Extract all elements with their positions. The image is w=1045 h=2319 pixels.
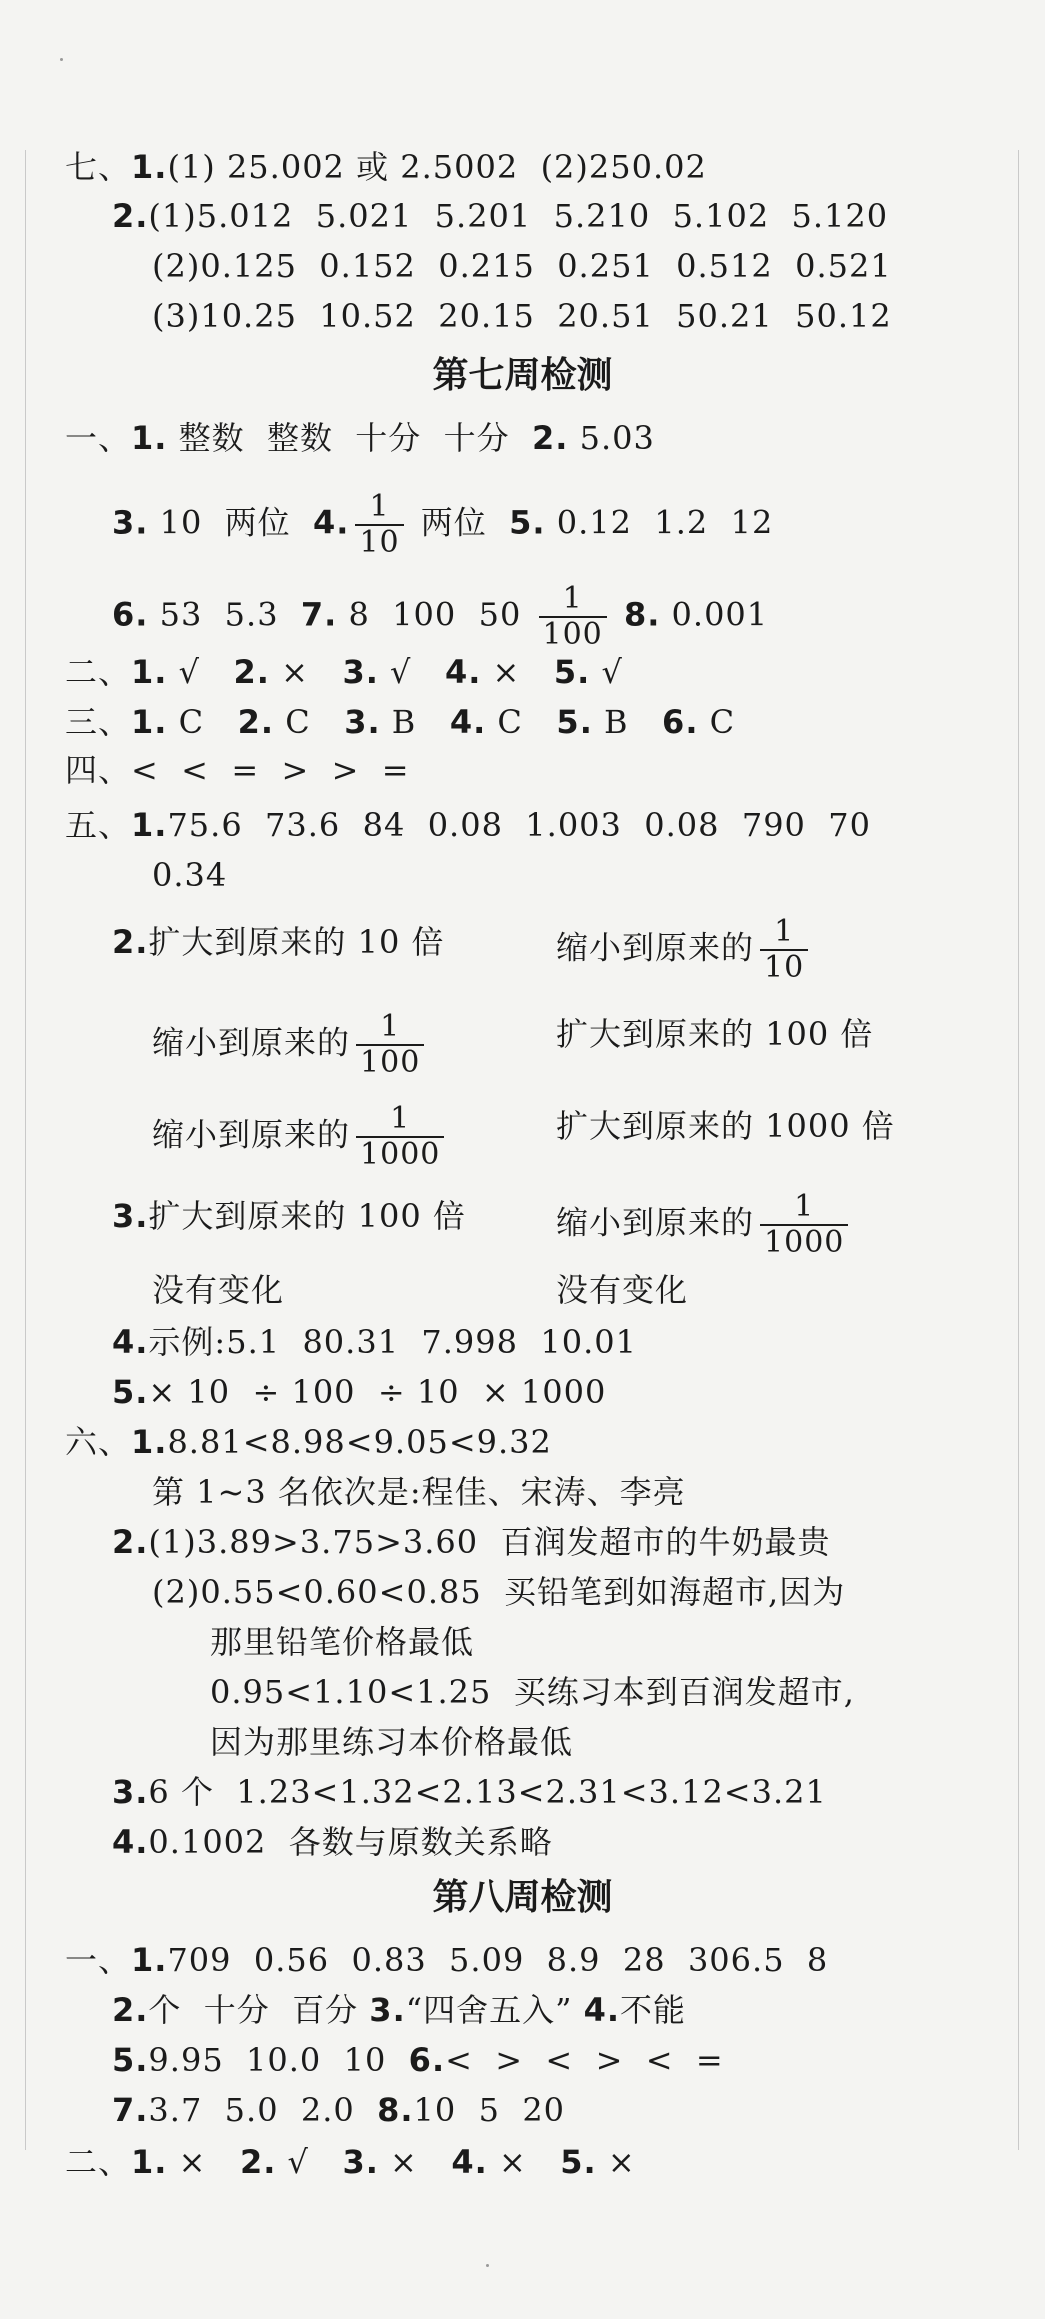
question-number: 2. <box>237 703 275 741</box>
question-number: 4. <box>451 2143 488 2181</box>
answer-text: × <box>269 653 343 691</box>
answer-text: 8.81<8.98<9.05<9.32 <box>167 1423 552 1461</box>
answer-text: 缩小到原来的 <box>152 1115 351 1154</box>
w7-six-q2c: 那里铅笔价格最低 <box>210 1623 475 1661</box>
question-number: 2. <box>112 923 149 961</box>
answer-text: 缩小到原来的 <box>556 928 755 967</box>
question-number: 1. <box>131 148 168 186</box>
answer-text: √ <box>167 653 234 691</box>
denominator: 10 <box>764 950 805 985</box>
section-label: 一、 <box>65 419 132 457</box>
w8-two-line <box>65 2142 636 2182</box>
section-label: 二、 <box>65 653 132 691</box>
scan-speck <box>486 2264 489 2267</box>
question-number: 4. <box>583 1991 621 2029</box>
question-number: 2. <box>532 419 569 457</box>
question-number: 1. <box>131 419 168 457</box>
w7-two-line <box>65 652 623 692</box>
question-number: 6. <box>662 703 699 741</box>
question-number: 7. <box>112 2091 149 2129</box>
s7-line-4: (3)10.25 10.52 20.15 20.51 50.21 50.12 <box>152 297 892 335</box>
numerator: 1 <box>760 1190 848 1226</box>
fraction <box>356 1010 424 1080</box>
w7-five-line-1b: 0.34 <box>152 856 228 894</box>
question-number: 3. <box>342 653 379 691</box>
answer-text: < > < > < = <box>445 2041 724 2079</box>
w7-six-q2e: 因为那里练习本价格最低 <box>210 1723 574 1761</box>
w7-five-q3d: 没有变化 <box>556 1271 689 1309</box>
question-number: 3. <box>369 1991 406 2029</box>
w7-five-q3b <box>556 1190 854 1260</box>
answer-text: (1) 25.002 或 2.5002 (2)250.02 <box>167 148 707 186</box>
w7-five-q2d: 扩大到原来的 100 倍 <box>556 1015 874 1053</box>
section-label: 二、 <box>65 2143 132 2181</box>
w7-one-line-3 <box>112 582 768 652</box>
week8-title: 第八周检测 <box>432 1877 613 1918</box>
answer-text: 个 十分 百分 <box>148 1991 370 2029</box>
question-number: 3. <box>112 1773 149 1811</box>
w7-five-q4 <box>112 1322 637 1362</box>
question-number: 6. <box>408 2041 446 2079</box>
answer-text: 整数 整数 十分 十分 <box>167 419 532 457</box>
question-number: 1. <box>131 2143 168 2181</box>
w7-one-line-1 <box>65 418 655 458</box>
answer-text: × <box>596 2143 636 2181</box>
question-number: 5. <box>556 703 593 741</box>
answer-text: 5.03 <box>568 419 655 457</box>
numerator: 1 <box>355 490 403 526</box>
answer-text: × <box>378 2143 452 2181</box>
answer-text: 3.7 5.0 2.0 <box>148 2091 378 2129</box>
answer-text: 不能 <box>620 1991 687 2029</box>
question-number: 5. <box>112 2041 149 2079</box>
answer-text: 8 100 50 <box>337 595 533 634</box>
w7-six-q3 <box>112 1772 827 1812</box>
numerator: 1 <box>356 1102 444 1138</box>
week7-title: 第七周检测 <box>432 355 613 396</box>
w7-six-q1b: 第 1~3 名依次是:程佳、宋涛、李亮 <box>152 1473 686 1511</box>
w8-one-q5 <box>112 2040 724 2080</box>
section-label: 一、 <box>65 1941 132 1979</box>
question-number: 3. <box>112 1197 149 1235</box>
section-label: 五、 <box>65 806 132 844</box>
question-number: 5. <box>560 2143 597 2181</box>
denominator: 10 <box>359 525 400 560</box>
answer-text: 0.1002 各数与原数关系略 <box>148 1823 553 1861</box>
denominator: 100 <box>360 1045 421 1080</box>
answer-text: 扩大到原来的 100 倍 <box>148 1197 466 1235</box>
w7-one-line-2 <box>112 490 773 560</box>
question-number: 5. <box>509 503 546 542</box>
answer-text: × 10 ÷ 100 ÷ 10 × 1000 <box>148 1373 607 1411</box>
numerator: 1 <box>356 1010 424 1046</box>
answer-text: “四舍五入” <box>405 1991 584 2029</box>
w7-six-q2d: 0.95<1.10<1.25 买练习本到百润发超市, <box>210 1673 855 1711</box>
question-number: 8. <box>623 595 661 634</box>
answer-text: C <box>274 703 345 741</box>
question-number: 2. <box>239 2143 277 2181</box>
w7-six-q4 <box>112 1822 553 1862</box>
w7-three-line <box>65 702 735 742</box>
answer-text: × <box>167 2143 240 2181</box>
fraction <box>355 490 403 560</box>
answer-text: 0.12 1.2 12 <box>545 503 774 542</box>
w7-four-line <box>65 750 410 790</box>
w7-six-q2b: (2)0.55<0.60<0.85 买铅笔到如海超市,因为 <box>152 1573 846 1611</box>
answer-text: 709 0.56 0.83 5.09 8.9 28 306.5 8 <box>167 1941 829 1979</box>
question-number: 4. <box>112 1823 149 1861</box>
numerator: 1 <box>760 915 808 951</box>
answer-text: √ <box>276 2143 343 2181</box>
w7-five-q2a <box>112 922 445 962</box>
denominator: 1000 <box>764 1225 845 1260</box>
w7-five-q2e <box>152 1102 450 1172</box>
w7-five-q3a <box>112 1196 466 1236</box>
answer-text: C <box>167 703 238 741</box>
section-label: 四、 <box>65 751 132 789</box>
numerator: 1 <box>539 582 607 618</box>
question-number: 1. <box>131 1423 168 1461</box>
denominator: 100 <box>542 617 603 652</box>
answer-text: 6 个 1.23<1.32<2.13<2.31<3.12<3.21 <box>148 1773 827 1811</box>
question-number: 4. <box>112 1323 149 1361</box>
section-label: 六、 <box>65 1423 132 1461</box>
w7-five-line-1 <box>65 805 871 845</box>
answer-text: 53 5.3 <box>148 595 301 634</box>
answer-text: 缩小到原来的 <box>556 1203 755 1242</box>
scan-speck <box>60 58 63 61</box>
answer-text: 75.6 73.6 84 0.08 1.003 0.08 790 70 <box>167 806 871 844</box>
question-number: 3. <box>342 2143 379 2181</box>
answer-text: B <box>592 703 663 741</box>
question-number: 1. <box>131 703 168 741</box>
answer-text: 扩大到原来的 10 倍 <box>148 923 445 961</box>
answer-text: C <box>698 703 736 741</box>
fraction <box>760 1190 848 1260</box>
w8-one-q7 <box>112 2090 565 2130</box>
question-number: 1. <box>131 806 168 844</box>
section-label: 七、 <box>65 148 132 186</box>
answer-text: √ <box>378 653 445 691</box>
w8-one-q1 <box>65 1940 828 1980</box>
answer-text: B <box>380 703 450 741</box>
question-number: 2. <box>112 1523 149 1561</box>
s7-line-1 <box>65 147 707 187</box>
w7-five-q2b <box>556 915 814 985</box>
answer-text: C <box>486 703 557 741</box>
question-number: 2. <box>233 653 270 691</box>
section-label: 三、 <box>65 703 132 741</box>
answer-text: 10 5 20 <box>413 2091 566 2129</box>
w7-five-q2f: 扩大到原来的 1000 倍 <box>556 1107 895 1145</box>
question-number: 5. <box>553 653 591 691</box>
question-number: 4. <box>444 653 482 691</box>
w7-five-q3c: 没有变化 <box>152 1271 285 1309</box>
w7-five-q2c <box>152 1010 430 1080</box>
denominator: 1000 <box>360 1137 441 1172</box>
question-number: 3. <box>112 503 149 542</box>
s7-line-3: (2)0.125 0.152 0.215 0.251 0.512 0.521 <box>152 247 892 285</box>
question-number: 1. <box>131 653 168 691</box>
w8-one-q2 <box>112 1990 686 2030</box>
left-margin-rule <box>25 150 26 2150</box>
fraction <box>356 1102 444 1172</box>
question-number: 5. <box>112 1373 149 1411</box>
answer-text: (1)5.012 5.021 5.201 5.210 5.102 5.120 <box>148 197 889 235</box>
question-number: 2. <box>112 1991 149 2029</box>
question-number: 8. <box>377 2091 414 2129</box>
answer-text: × <box>487 2143 561 2181</box>
w7-six-q1 <box>65 1422 552 1462</box>
answer-text: 10 两位 <box>148 503 314 542</box>
fraction <box>539 582 607 652</box>
s7-line-2 <box>112 196 888 236</box>
fraction <box>760 915 808 985</box>
w7-six-q2a <box>112 1522 830 1562</box>
question-number: 4. <box>313 503 350 542</box>
answer-text: × <box>481 653 554 691</box>
question-number: 6. <box>112 595 149 634</box>
answer-text: √ <box>590 653 623 691</box>
answer-text: 两位 <box>409 503 510 542</box>
right-margin-rule <box>1018 150 1019 2150</box>
question-number: 3. <box>344 703 381 741</box>
question-number: 1. <box>131 1941 168 1979</box>
answer-text: < < = > > = <box>131 751 410 789</box>
answer-text: 9.95 10.0 10 <box>148 2041 409 2079</box>
answer-text: 示例:5.1 80.31 7.998 10.01 <box>148 1323 637 1361</box>
answer-text: 缩小到原来的 <box>152 1023 351 1062</box>
question-number: 2. <box>112 197 149 235</box>
w7-five-q5 <box>112 1372 606 1412</box>
question-number: 7. <box>300 595 338 634</box>
answer-text: (1)3.89>3.75>3.60 百润发超市的牛奶最贵 <box>148 1523 831 1561</box>
question-number: 4. <box>449 703 487 741</box>
answer-text: 0.001 <box>660 595 769 634</box>
